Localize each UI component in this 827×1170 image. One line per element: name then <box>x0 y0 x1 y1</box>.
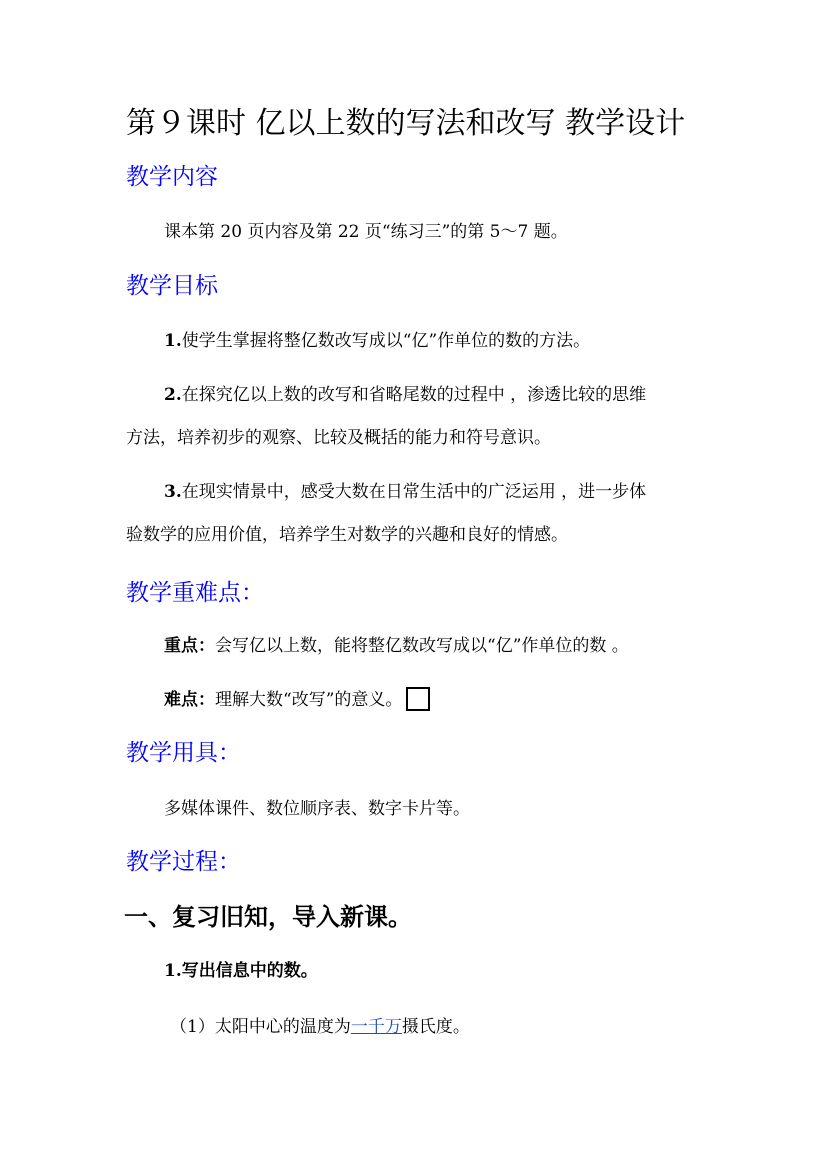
page-title: 第９课时 亿以上数的写法和改写 教学设计 <box>126 106 686 141</box>
key-point-label: 重点： <box>164 636 215 656</box>
goal-item-3-number: 3. <box>164 482 182 502</box>
process-item-1-suffix: 摄氏度。 <box>401 1017 470 1037</box>
key-point-line <box>164 633 629 659</box>
process-sub-1-heading: 1.写出信息中的数。 <box>164 961 318 981</box>
process-item-1 <box>170 1014 470 1040</box>
content-text: 课本第 20 页内容及第 22 页“练习三”的第 5～7 题。 <box>164 222 568 242</box>
section-heading-process: 教学过程： <box>126 849 241 875</box>
process-item-1-link[interactable]: 一千万 <box>350 1017 402 1037</box>
section-heading-goals: 教学目标 <box>126 273 218 299</box>
goal-item-2-text-line-2: 方法，培养初步的观察、比较及概括的能力和符号意识。 <box>126 428 551 448</box>
goal-item-3-text-line-1: 在现实情景中，感受大数在日常生活中的广泛运用 ，进一步体 <box>181 482 647 502</box>
difficult-point-line <box>164 687 430 713</box>
goal-item-2-number: 2. <box>164 385 182 405</box>
section-heading-key-points: 教学重难点： <box>126 580 264 606</box>
process-item-1-prefix: （1）太阳中心的温度为 <box>170 1017 351 1037</box>
difficult-point-text: 理解大数“改写”的意义。 <box>215 690 403 710</box>
goal-item-1-number: 1. <box>164 331 182 351</box>
goal-item-2-text-line-1: 在探究亿以上数的改写和省略尾数的过程中 ，渗透比较的思维 <box>181 385 647 405</box>
goal-item-3-line-1 <box>164 479 646 505</box>
tools-text: 多媒体课件、数位顺序表、数字卡片等。 <box>164 799 470 819</box>
goal-item-2-line-1 <box>164 382 646 408</box>
key-point-text: 会写亿以上数，能将整亿数改写成以“亿”作单位的数 。 <box>215 636 629 656</box>
goal-item-1-text: 使学生掌握将整亿数改写成以“亿”作单位的数的方法。 <box>181 331 591 351</box>
goal-item-3-text-line-2: 验数学的应用价值，培养学生对数学的兴趣和良好的情感。 <box>126 525 568 545</box>
section-heading-content: 教学内容 <box>126 164 218 190</box>
difficult-point-label: 难点： <box>164 690 215 710</box>
checkbox[interactable] <box>406 687 430 711</box>
process-step-1-heading: 一、复习旧知，导入新课。 <box>124 902 412 931</box>
goal-item-1 <box>164 328 590 354</box>
section-heading-tools: 教学用具： <box>126 740 241 766</box>
